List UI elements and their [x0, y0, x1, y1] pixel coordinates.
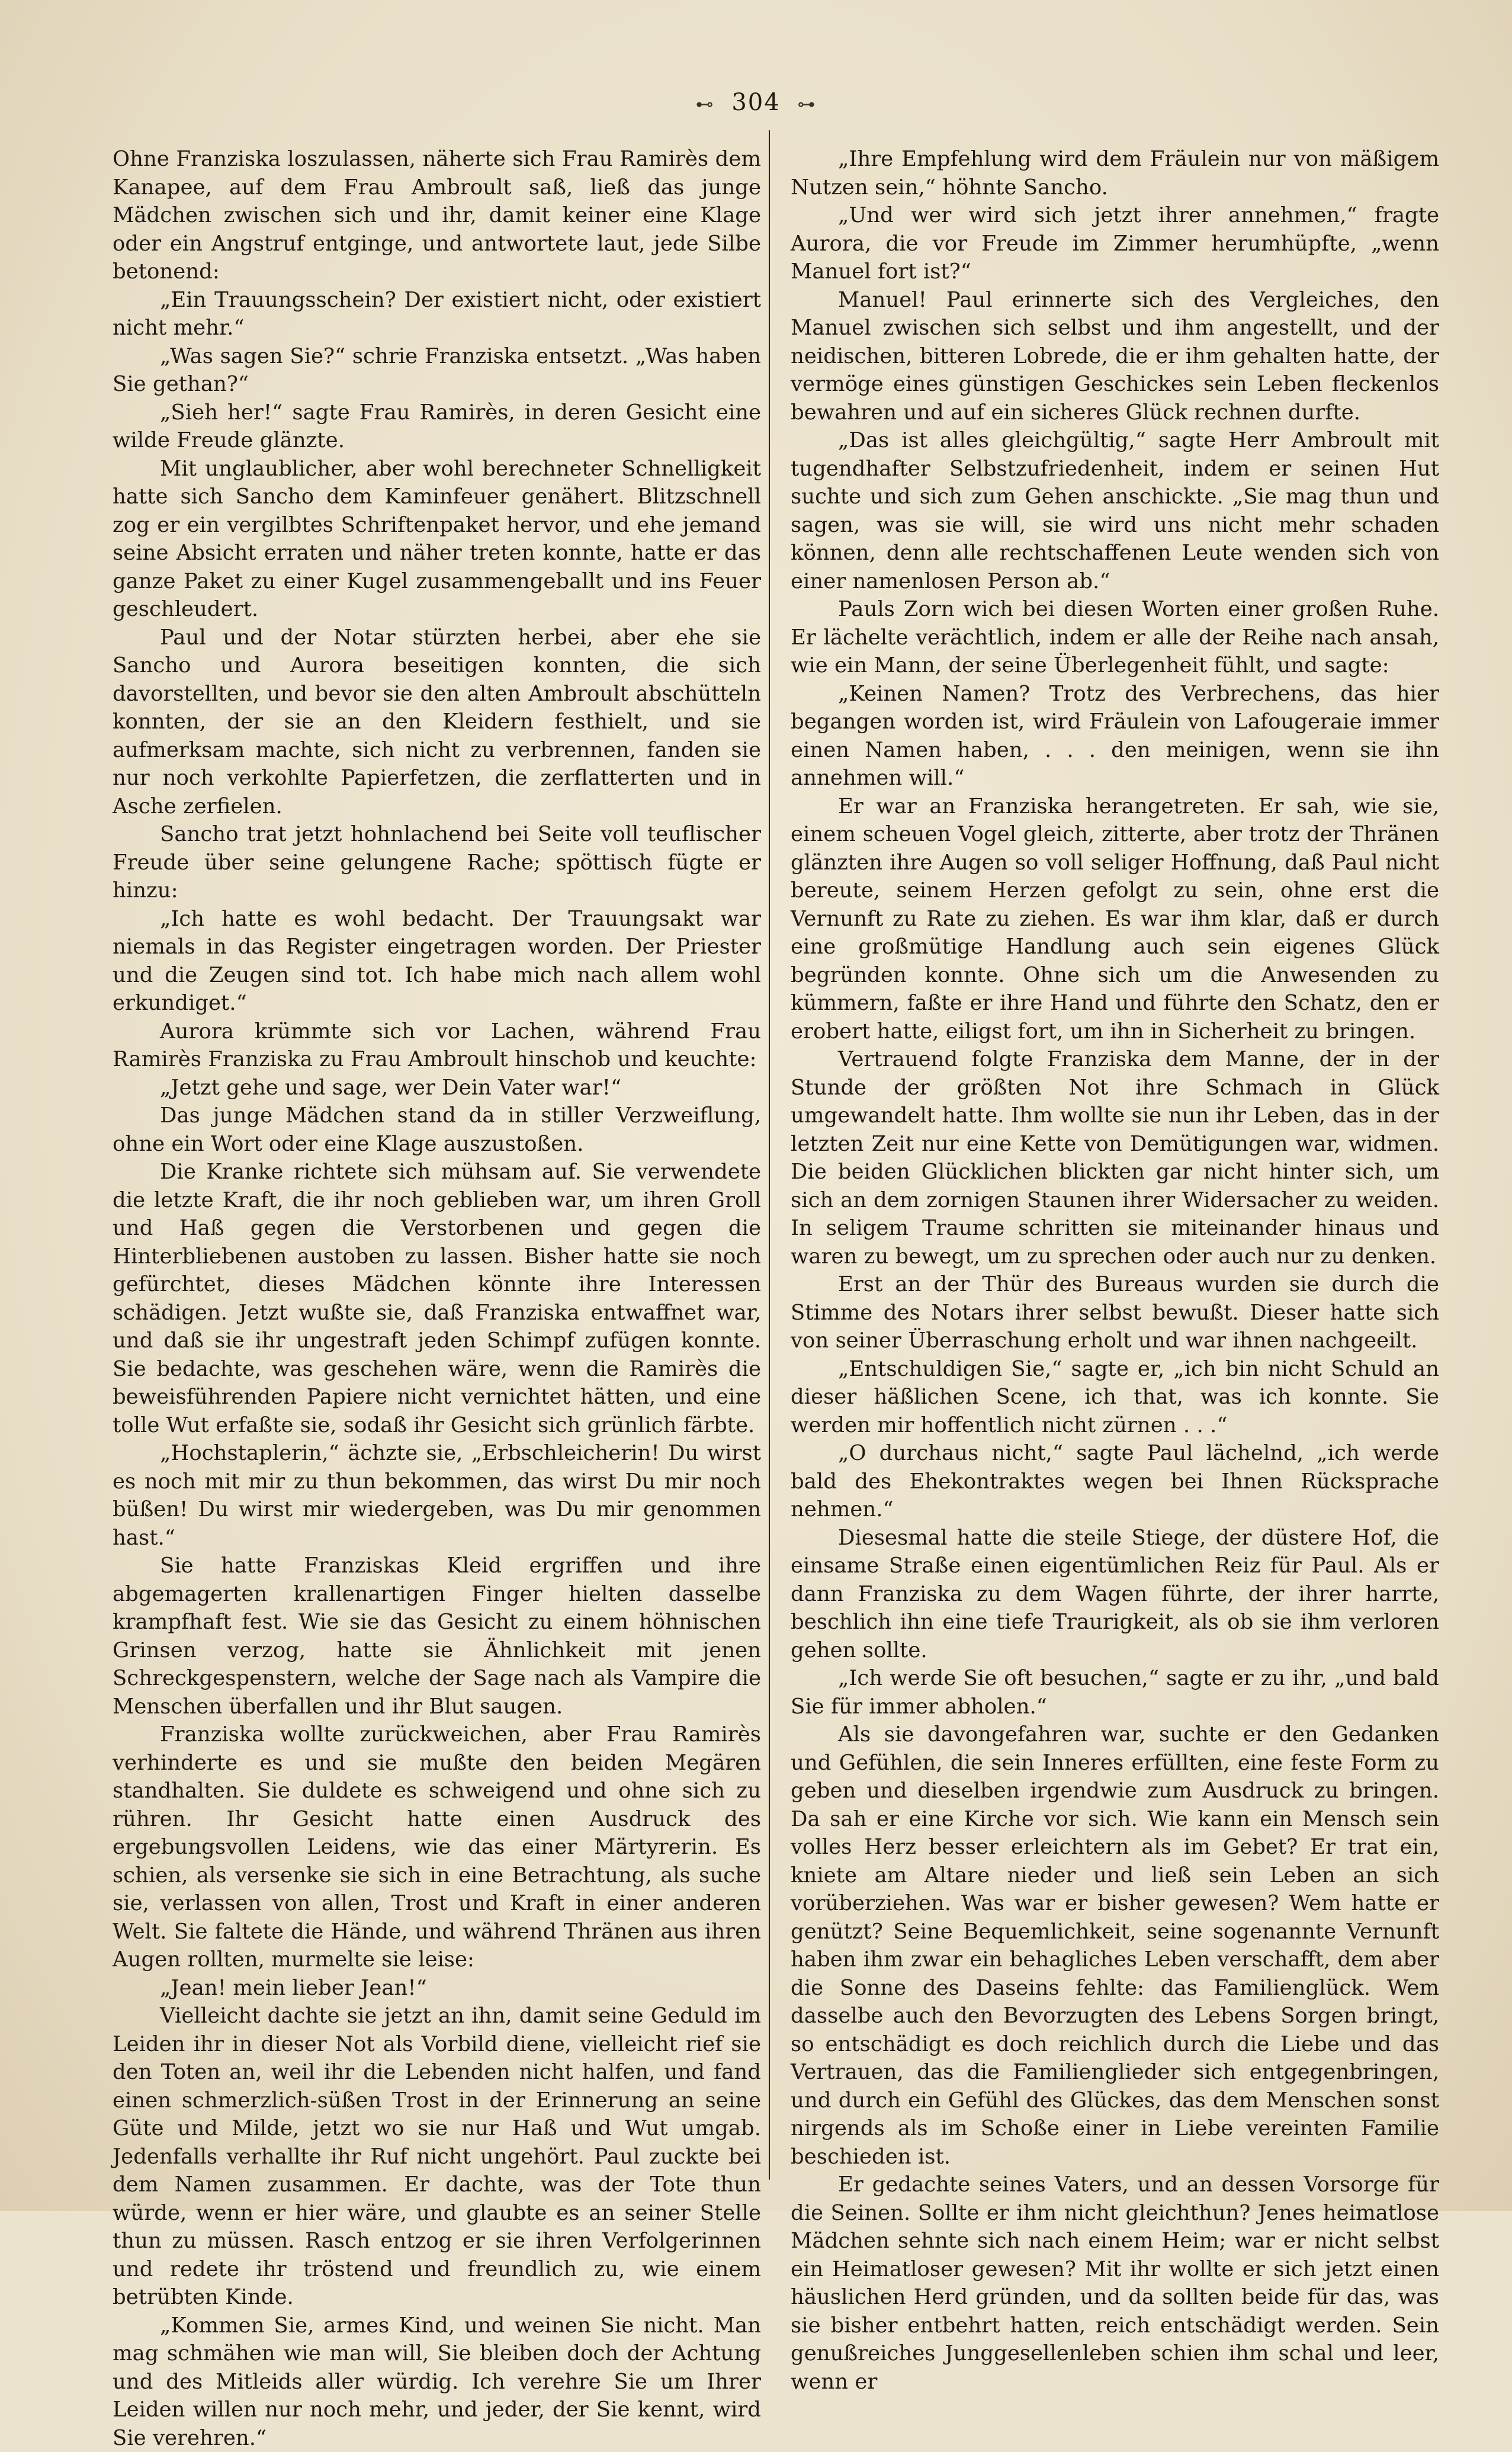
- paragraph: „Hochstaplerin,“ ächzte sie, „Erbschleicherin! Du wirst es noch mit mir zu thun bekommen, das wirst Du mir noch büßen! Du wirst mir wiedergeben, was Du mir genommen hast.“: [113, 1439, 761, 1552]
- page-header: [0, 89, 1512, 116]
- paragraph: Er war an Franziska herangetreten. Er sah, wie sie, einem scheuen Vogel gleich, zitterte, aber trotz der Thränen glänzten ihre Augen so voll seliger Hoffnung, daß Paul nicht bereute, seinem Herzen gefolgt zu sein, ohne erst die Vernunft zu Rate zu ziehen. Es war ihm klar, daß er durch eine großmütige Handlung auch sein eigenes Glück begründen konnte. Ohne sich um die Anwesenden zu kümmern, faßte er ihre Hand und führte den Schatz, den er erobert hatte, eiligst fort, um ihn in Sicherheit zu bringen.: [791, 792, 1439, 1046]
- paragraph: „Entschuldigen Sie,“ sagte er, „ich bin nicht Schuld an dieser häßlichen Scene, ich that, was ich konnte. Sie werden mir hoffentlich nicht zürnen . . .“: [791, 1355, 1439, 1440]
- column-divider: [769, 130, 770, 2180]
- paragraph: Erst an der Thür des Bureaus wurden sie durch die Stimme des Notars ihrer selbst bewußt. Dieser hatte sich von seiner Überraschung erholt und war ihnen nachgeeilt.: [791, 1270, 1439, 1355]
- paragraph: Diesesmal hatte die steile Stiege, der düstere Hof, die einsame Straße einen eigentümlichen Reiz für Paul. Als er dann Franziska zu dem Wagen führte, der ihrer harrte, beschlich ihn eine tiefe Traurigkeit, als ob sie ihm verloren gehen sollte.: [791, 1524, 1439, 1665]
- paragraph: Aurora krümmte sich vor Lachen, während Frau Ramirès Franziska zu Frau Ambroult hinschob und keuchte:: [113, 1018, 761, 1074]
- paragraph: Das junge Mädchen stand da in stiller Verzweiflung, ohne ein Wort oder eine Klage auszustoßen.: [113, 1102, 761, 1158]
- right-text-column: [791, 145, 1439, 2396]
- paragraph: Mit unglaublicher, aber wohl berechneter Schnelligkeit hatte sich Sancho dem Kaminfeuer genähert. Blitzschnell zog er ein vergilbtes Schriftenpaket hervor, und ehe jemand seine Absicht erraten und näher treten konnte, hatte er das ganze Paket zu einer Kugel zusammengeballt und ins Feuer geschleudert.: [113, 455, 761, 624]
- paragraph: „Jetzt gehe und sage, wer Dein Vater war!“: [113, 1074, 761, 1102]
- paragraph: Sancho trat jetzt hohnlachend bei Seite voll teuflischer Freude über seine gelungene Rache; spöttisch fügte er hinzu:: [113, 820, 761, 905]
- paragraph: „Sieh her!“ sagte Frau Ramirès, in deren Gesicht eine wilde Freude glänzte.: [113, 399, 761, 455]
- left-text-column: [113, 145, 761, 2452]
- paragraph: „Keinen Namen? Trotz des Verbrechens, das hier begangen worden ist, wird Fräulein von Lafougeraie immer einen Namen haben, . . . den meinigen, wenn sie ihn annehmen will.“: [791, 680, 1439, 792]
- ornament-left-icon: ⊷: [696, 94, 715, 115]
- paragraph: „Ein Trauungsschein? Der existiert nicht, oder existiert nicht mehr.“: [113, 286, 761, 342]
- paragraph: „Das ist alles gleichgültig,“ sagte Herr Ambroult mit tugendhafter Selbstzufriedenheit, indem er seinen Hut suchte und sich zum Gehen anschickte. „Sie mag thun und sagen, was sie will, sie wird uns nicht mehr schaden können, denn alle rechtschaffenen Leute wenden sich von einer namenlosen Person ab.“: [791, 426, 1439, 595]
- paragraph: „Ich hatte es wohl bedacht. Der Trauungsakt war niemals in das Register eingetragen worden. Der Priester und die Zeugen sind tot. Ich habe mich nach allem wohl erkundiget.“: [113, 905, 761, 1018]
- paragraph: Sie hatte Franziskas Kleid ergriffen und ihre abgemagerten krallenartigen Finger hielten dasselbe krampfhaft fest. Wie sie das Gesicht zu einem höhnischen Grinsen verzog, hatte sie Ähnlichkeit mit jenen Schreckgespenstern, welche der Sage nach als Vampire die Menschen überfallen und ihr Blut saugen.: [113, 1552, 761, 1721]
- paragraph: Pauls Zorn wich bei diesen Worten einer großen Ruhe. Er lächelte verächtlich, indem er alle der Reihe nach ansah, wie ein Mann, der seine Überlegenheit fühlt, und sagte:: [791, 595, 1439, 680]
- paragraph: „Was sagen Sie?“ schrie Franziska entsetzt. „Was haben Sie gethan?“: [113, 342, 761, 399]
- paragraph: Ohne Franziska loszulassen, näherte sich Frau Ramirès dem Kanapee, auf dem Frau Ambroult saß, ließ das junge Mädchen zwischen sich und ihr, damit keiner eine Klage oder ein Angstruf entginge, und antwortete laut, jede Silbe betonend:: [113, 145, 761, 286]
- paragraph: „Ich werde Sie oft besuchen,“ sagte er zu ihr, „und bald Sie für immer abholen.“: [791, 1664, 1439, 1721]
- paragraph: Als sie davongefahren war, suchte er den Gedanken und Gefühlen, die sein Inneres erfüllten, eine feste Form zu geben und dieselben irgendwie zum Ausdruck zu bringen. Da sah er eine Kirche vor sich. Wie kann ein Mensch sein volles Herz besser erleichtern als im Gebet? Er trat ein, kniete am Altare nieder und ließ sein Leben an sich vorüberziehen. Was war er bisher gewesen? Wem hatte er genützt? Seine Bequemlichkeit, seine sogenannte Vernunft haben ihm zwar ein behagliches Leben verschafft, dem aber die Sonne des Daseins fehlte: das Familienglück. Wem dasselbe auch den Bevorzugten des Lebens Sorgen bringt, so entschädigt es doch reichlich durch die Liebe und das Vertrauen, das die Familienglieder sich entgegenbringen, und durch ein Gefühl des Glückes, das dem Menschen sonst nirgends als im Schoße einer in Liebe vereinten Familie beschieden ist.: [791, 1721, 1439, 2171]
- paragraph: Paul und der Notar stürzten herbei, aber ehe sie Sancho und Aurora beseitigen konnten, die sich davorstellten, und bevor sie den alten Ambroult abschütteln konnten, der sie an den Kleidern festhielt, und sie aufmerksam machte, sich nicht zu verbrennen, fanden sie nur noch verkohlte Papierfetzen, die zerflatterten und in Asche zerfielen.: [113, 624, 761, 821]
- page-number: 304: [731, 89, 780, 116]
- paragraph: „Kommen Sie, armes Kind, und weinen Sie nicht. Man mag schmähen wie man will, Sie bleiben doch der Achtung und des Mitleids aller würdig. Ich verehre Sie um Ihrer Leiden willen nur noch mehr, und jeder, der Sie kennt, wird Sie verehren.“: [113, 2312, 761, 2452]
- paragraph: „O durchaus nicht,“ sagte Paul lächelnd, „ich werde bald des Ehekontraktes wegen bei Ihnen Rücksprache nehmen.“: [791, 1439, 1439, 1524]
- paragraph: Er gedachte seines Vaters, und an dessen Vorsorge für die Seinen. Sollte er ihm nicht gleichthun? Jenes heimatlose Mädchen sehnte sich nach einem Heim; war er nicht selbst ein Heimatloser gewesen? Mit ihr wollte er sich jetzt einen häuslichen Herd gründen, und da sollten beide für das, was sie bisher entbehrt hatten, reich entschädigt werden. Sein genußreiches Junggesellenleben schien ihm schal und leer, wenn er: [791, 2171, 1439, 2396]
- paragraph: „Jean! mein lieber Jean!“: [113, 1974, 761, 2002]
- paragraph: Vertrauend folgte Franziska dem Manne, der in der Stunde der größten Not ihre Schmach in Glück umgewandelt hatte. Ihm wollte sie nun ihr Leben, das in der letzten Zeit nur eine Kette von Demütigungen war, widmen. Die beiden Glücklichen blickten gar nicht hinter sich, um sich an dem zornigen Staunen ihrer Widersacher zu weiden. In seligem Traume schritten sie miteinander hinaus und waren zu bewegt, um zu sprechen oder auch nur zu denken.: [791, 1045, 1439, 1270]
- ornament-right-icon: ⊶: [797, 94, 816, 115]
- paragraph: Die Kranke richtete sich mühsam auf. Sie verwendete die letzte Kraft, die ihr noch geblieben war, um ihren Groll und Haß gegen die Verstorbenen und gegen die Hinterbliebenen austoben zu lassen. Bisher hatte sie noch gefürchtet, dieses Mädchen könnte ihre Interessen schädigen. Jetzt wußte sie, daß Franziska entwaffnet war, und daß sie ihr ungestraft jeden Schimpf zufügen konnte. Sie bedachte, was geschehen wäre, wenn die Ramirès die beweisführenden Papiere nicht vernichtet hätten, und eine tolle Wut erfaßte sie, sodaß ihr Gesicht sich grünlich färbte.: [113, 1158, 761, 1439]
- paragraph: „Ihre Empfehlung wird dem Fräulein nur von mäßigem Nutzen sein,“ höhnte Sancho.: [791, 145, 1439, 201]
- paragraph: Franziska wollte zurückweichen, aber Frau Ramirès verhinderte es und sie mußte den beiden Megären standhalten. Sie duldete es schweigend und ohne sich zu rühren. Ihr Gesicht hatte einen Ausdruck des ergebungsvollen Leidens, wie das einer Märtyrerin. Es schien, als versenke sie sich in eine Betrachtung, als suche sie, verlassen von allen, Trost und Kraft in einer anderen Welt. Sie faltete die Hände, und während Thränen aus ihren Augen rollten, murmelte sie leise:: [113, 1721, 761, 1974]
- paragraph: Vielleicht dachte sie jetzt an ihn, damit seine Geduld im Leiden ihr in dieser Not als Vorbild diene, vielleicht rief sie den Toten an, weil ihr die Lebenden nicht halfen, und fand einen schmerzlich-süßen Trost in der Erinnerung an seine Güte und Milde, jetzt wo sie nur Haß und Wut umgab. Jedenfalls verhallte ihr Ruf nicht ungehört. Paul zuckte bei dem Namen zusammen. Er dachte, was der Tote thun würde, wenn er hier wäre, und glaubte es an seiner Stelle thun zu müssen. Rasch entzog er sie ihren Verfolgerinnen und redete ihr tröstend und freundlich zu, wie einem betrübten Kinde.: [113, 2002, 761, 2312]
- paragraph: „Und wer wird sich jetzt ihrer annehmen,“ fragte Aurora, die vor Freude im Zimmer herumhüpfte, „wenn Manuel fort ist?“: [791, 201, 1439, 286]
- paragraph: Manuel! Paul erinnerte sich des Vergleiches, den Manuel zwischen sich selbst und ihm angestellt, und der neidischen, bitteren Lobrede, die er ihm gehalten hatte, der vermöge eines günstigen Geschickes sein Leben fleckenlos bewahren und auf ein sicheres Glück rechnen durfte.: [791, 286, 1439, 427]
